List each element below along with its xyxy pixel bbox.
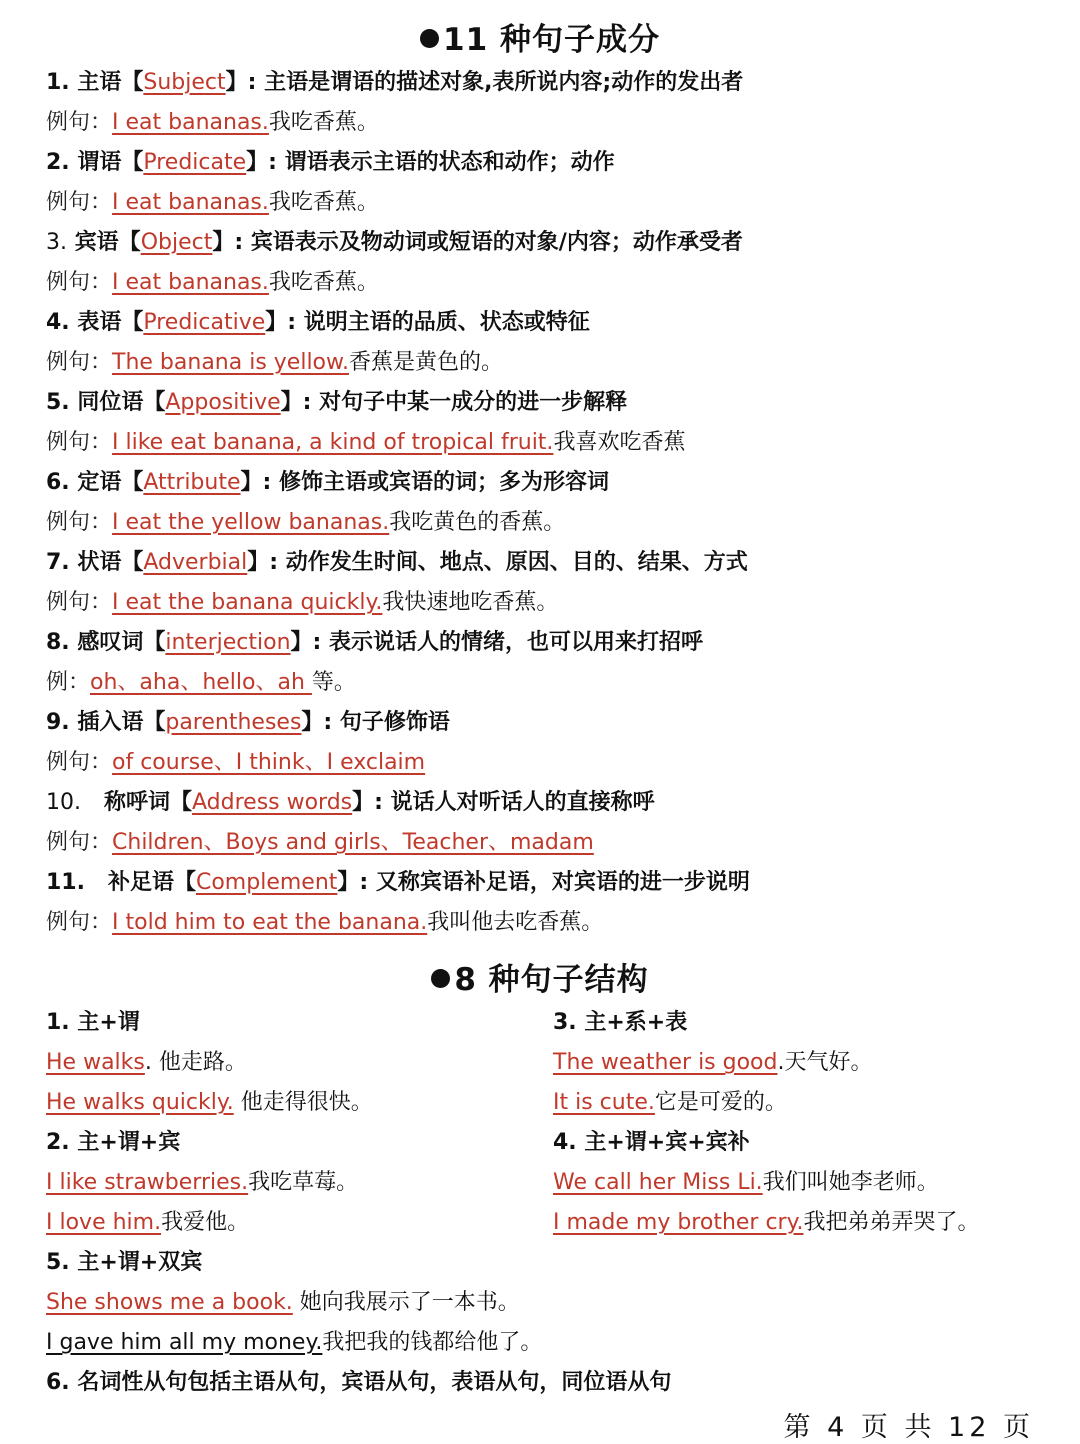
component-item-7: 7. 状语【Adverbial】: 动作发生时间、地点、原因、目的、结果、方式 — [46, 550, 748, 575]
component-example-9: 例句：of course、I think、I exclaim — [46, 750, 426, 775]
structure-example-2b: I love him.我爱他。 — [46, 1210, 250, 1235]
structure-head-6: 6. 名词性从句包括主语从句，宾语从句，表语从句，同位语从句 — [46, 1370, 672, 1395]
component-item-4: 4. 表语【Predicative】: 说明主语的品质、状态或特征 — [46, 310, 590, 335]
structure-head-1: 1. 主+谓 — [46, 1010, 140, 1035]
structure-head-5: 5. 主+谓+双宾 — [46, 1250, 203, 1275]
page-number: 第 4 页 共 12 页 — [783, 1412, 1034, 1443]
component-example-4: 例句：The banana is yellow.香蕉是黄色的。 — [46, 350, 504, 375]
structure-head-4: 4. 主+谓+宾+宾补 — [553, 1130, 750, 1155]
section-title-components: 11 种句子成分 — [0, 14, 1080, 59]
component-item-11: 11. 补足语【Complement】: 又称宾语补足语，对宾语的进一步说明 — [46, 870, 750, 895]
component-example-10: 例句：Children、Boys and girls、Teacher、madam — [46, 830, 594, 855]
structure-example-4b: I made my brother cry.我把弟弟弄哭了。 — [553, 1210, 980, 1235]
section-title-structures: 8 种句子结构 — [0, 954, 1080, 999]
structure-example-1b: He walks quickly. 他走得很快。 — [46, 1090, 373, 1115]
component-item-6: 6. 定语【Attribute】: 修饰主语或宾语的词；多为形容词 — [46, 470, 609, 495]
structure-example-1a: He walks. 他走路。 — [46, 1050, 247, 1075]
component-example-6: 例句：I eat the yellow bananas.我吃黄色的香蕉。 — [46, 510, 566, 535]
bullet-icon — [431, 969, 450, 988]
structure-example-4a: We call her Miss Li.我们叫她李老师。 — [553, 1170, 939, 1195]
component-example-8: 例：oh、aha、hello、ah 等。 — [46, 670, 356, 695]
structure-head-3: 3. 主+系+表 — [553, 1010, 688, 1035]
component-example-2: 例句：I eat bananas.我吃香蕉。 — [46, 190, 379, 215]
component-item-10: 10. 称呼词【Address words】: 说话人对听话人的直接称呼 — [46, 790, 655, 815]
component-item-8: 8. 感叹词【interjection】: 表示说话人的情绪，也可以用来打招呼 — [46, 630, 703, 655]
structure-example-5a: She shows me a book. 她向我展示了一本书。 — [46, 1290, 520, 1315]
component-example-5: 例句：I like eat banana, a kind of tropical fruit.我喜欢吃香蕉 — [46, 430, 686, 455]
structure-head-2: 2. 主+谓+宾 — [46, 1130, 181, 1155]
component-item-5: 5. 同位语【Appositive】: 对句子中某一成分的进一步解释 — [46, 390, 628, 415]
component-item-3: 3. 宾语【Object】: 宾语表示及物动词或短语的对象/内容；动作承受者 — [46, 230, 743, 255]
bullet-icon — [420, 29, 439, 48]
component-item-1: 1. 主语【Subject】: 主语是谓语的描述对象,表所说内容;动作的发出者 — [46, 70, 744, 95]
component-example-1: 例句：I eat bananas.我吃香蕉。 — [46, 110, 379, 135]
structure-example-2a: I like strawberries.我吃草莓。 — [46, 1170, 359, 1195]
component-item-2: 2. 谓语【Predicate】: 谓语表示主语的状态和动作；动作 — [46, 150, 615, 175]
component-item-9: 9. 插入语【parentheses】: 句子修饰语 — [46, 710, 450, 735]
structure-example-3a: The weather is good.天气好。 — [553, 1050, 873, 1075]
structure-example-3b: It is cute.它是可爱的。 — [553, 1090, 787, 1115]
structure-example-5b: I gave him all my money.我把我的钱都给他了。 — [46, 1330, 543, 1355]
component-example-3: 例句：I eat bananas.我吃香蕉。 — [46, 270, 379, 295]
component-example-7: 例句：I eat the banana quickly.我快速地吃香蕉。 — [46, 590, 559, 615]
component-example-11: 例句：I told him to eat the banana.我叫他去吃香蕉。 — [46, 910, 604, 935]
